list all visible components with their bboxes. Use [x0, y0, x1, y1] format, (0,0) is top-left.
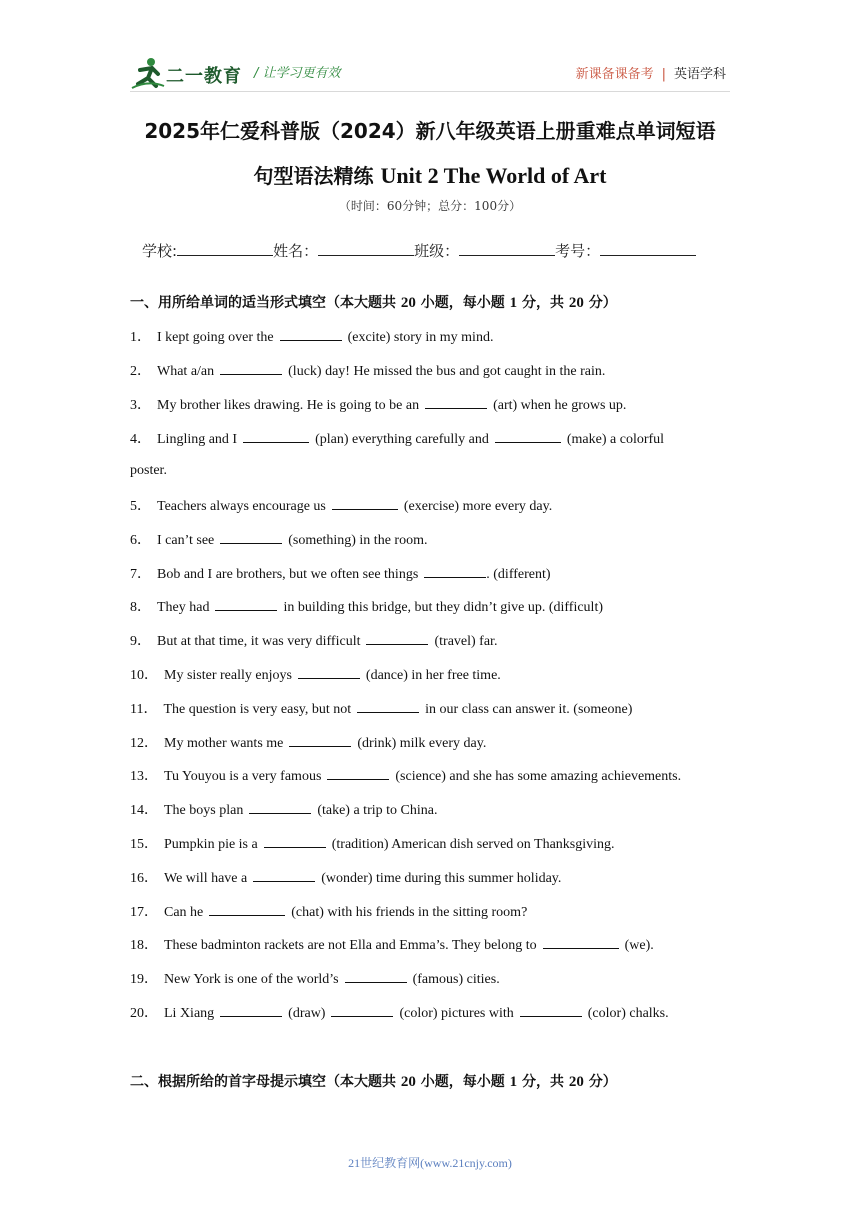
answer-blank[interactable] — [298, 666, 360, 679]
answer-blank[interactable] — [220, 362, 282, 375]
class-blank[interactable] — [459, 241, 555, 256]
question-text: Tu Youyou is a very famous — [164, 769, 322, 784]
question-text: (take) a trip to China. — [317, 803, 438, 818]
answer-blank[interactable] — [327, 767, 389, 780]
header-divider — [130, 91, 730, 92]
section-2-middle: 小题，每小题 — [415, 1074, 510, 1090]
question-text: poster. — [130, 463, 167, 478]
question-text: (luck) day! He missed the bus and got caught in the rain. — [288, 364, 606, 379]
answer-blank[interactable] — [495, 430, 561, 443]
question-text: (color) chalks. — [587, 1006, 669, 1021]
question-number: 15． — [130, 837, 158, 852]
question-text: (draw) — [288, 1006, 326, 1021]
question-text: Can he — [164, 905, 204, 920]
answer-blank[interactable] — [249, 801, 311, 814]
page-header — [130, 56, 730, 90]
answer-blank[interactable] — [357, 700, 419, 713]
question-text: (excite) story in my mind. — [347, 330, 494, 345]
section-1-middle: 小题，每小题 — [415, 295, 510, 311]
question-19 — [130, 970, 500, 988]
logo — [130, 56, 250, 90]
exam-info: （时间：60分钟；总分：100分） — [338, 199, 522, 213]
question-number: 6． — [130, 533, 151, 548]
question-text: (art) when he grows up. — [493, 398, 627, 413]
answer-blank[interactable] — [280, 328, 342, 341]
question-number: 13． — [130, 769, 158, 784]
question-text: But at that time, it was very difficult — [157, 634, 361, 649]
question-text: (drink) milk every day. — [357, 736, 487, 751]
question-text: (plan) everything carefully and — [315, 432, 489, 447]
question-18 — [130, 936, 654, 954]
question-17 — [130, 903, 527, 921]
question-number: 2． — [130, 364, 151, 379]
question-text: Lingling and I — [157, 432, 238, 447]
page-title-line1: 2025年仁爱科普版（2024）新八年级英语上册重难点单词短语 — [144, 119, 716, 143]
title-cn: 句型语法精练 — [253, 164, 381, 188]
question-text: They had — [157, 600, 210, 615]
question-number: 11． — [130, 702, 158, 717]
exam-no-label: 考号： — [555, 242, 601, 260]
question-number: 14． — [130, 803, 158, 818]
exam-no-blank[interactable] — [600, 241, 696, 256]
question-7 — [130, 565, 551, 583]
question-text: (science) and she has some amazing achievements. — [395, 769, 682, 784]
answer-blank[interactable] — [331, 1004, 393, 1017]
section-2-middle2: 分，共 — [517, 1074, 569, 1090]
question-text: Bob and I are brothers, but we often see things — [157, 567, 419, 582]
question-number: 4． — [130, 432, 151, 447]
answer-blank[interactable] — [253, 869, 315, 882]
question-number: 17． — [130, 905, 158, 920]
question-number: 18． — [130, 938, 158, 953]
section-1-heading — [130, 292, 617, 312]
question-text: My mother wants me — [164, 736, 284, 751]
answer-blank[interactable] — [243, 430, 309, 443]
question-6 — [130, 531, 427, 549]
question-number: 3． — [130, 398, 151, 413]
name-label: 姓名： — [273, 242, 319, 260]
answer-blank[interactable] — [366, 632, 428, 645]
section-2-count: 20 — [400, 1074, 416, 1090]
question-number: 5． — [130, 499, 151, 514]
title-en: Unit 2 The World of Art — [380, 163, 607, 188]
question-20 — [130, 1004, 669, 1022]
answer-blank[interactable] — [345, 970, 407, 983]
page-title-line2 — [80, 160, 780, 189]
question-number: 19． — [130, 972, 158, 987]
question-text: (travel) far. — [434, 634, 498, 649]
school-label: 学校: — [142, 242, 178, 260]
answer-blank[interactable] — [425, 396, 487, 409]
answer-blank[interactable] — [220, 531, 282, 544]
question-number: 7． — [130, 567, 151, 582]
question-text: (tradition) American dish served on Thanksgiving. — [331, 837, 615, 852]
question-15 — [130, 835, 615, 853]
question-number: 10． — [130, 668, 158, 683]
answer-blank[interactable] — [215, 598, 277, 611]
question-text: . (different) — [486, 567, 551, 582]
question-number: 9． — [130, 634, 151, 649]
section-1-suffix: 分） — [583, 295, 617, 311]
question-number: 1． — [130, 330, 151, 345]
question-text: These badminton rackets are not Ella and Emma’s. They belong to — [164, 938, 537, 953]
answer-blank[interactable] — [424, 565, 486, 578]
question-number: 16． — [130, 871, 158, 886]
question-10 — [130, 666, 501, 684]
question-8 — [130, 598, 603, 616]
question-16 — [130, 869, 561, 887]
question-text: We will have a — [164, 871, 248, 886]
question-text: (chat) with his friends in the sitting room? — [291, 905, 528, 920]
school-blank[interactable] — [177, 241, 273, 256]
page-footer[interactable]: 21世纪教育网(www.21cnjy.com) — [348, 1156, 512, 1170]
question-text: in building this bridge, but they didn’t give up. (difficult) — [283, 600, 603, 615]
section-2-heading — [130, 1071, 617, 1091]
question-text: I kept going over the — [157, 330, 274, 345]
header-separator: | — [661, 67, 666, 82]
answer-blank[interactable] — [264, 835, 326, 848]
section-1-middle2: 分，共 — [517, 295, 569, 311]
question-text: (make) a colorful — [566, 432, 665, 447]
answer-blank[interactable] — [332, 497, 398, 510]
question-4 — [130, 430, 664, 448]
question-text: The question is very easy, but not — [163, 702, 352, 717]
subject-label: 英语学科 — [673, 67, 726, 82]
question-text: The boys plan — [164, 803, 244, 818]
question-text: (dance) in her free time. — [365, 668, 501, 683]
class-label: 班级： — [414, 242, 460, 260]
question-text: New York is one of the world’s — [164, 972, 339, 987]
section-2-suffix: 分） — [583, 1074, 617, 1090]
slogan: / 让学习更有效 — [254, 66, 341, 81]
question-3 — [130, 396, 626, 414]
question-4-continued — [130, 463, 167, 479]
question-1 — [130, 328, 493, 346]
section-2-each: 1 — [509, 1074, 518, 1090]
question-text: (exercise) more every day. — [403, 499, 553, 514]
runner-logo-icon — [130, 56, 166, 90]
question-text: Pumpkin pie is a — [164, 837, 258, 852]
answer-blank[interactable] — [289, 734, 351, 747]
section-2-total: 20 — [568, 1074, 584, 1090]
question-number: 12． — [130, 736, 158, 751]
question-text: Teachers always encourage us — [157, 499, 326, 514]
question-14 — [130, 801, 437, 819]
question-text: Li Xiang — [164, 1006, 215, 1021]
question-text: My sister really enjoys — [164, 668, 292, 683]
question-number: 20． — [130, 1006, 158, 1021]
question-text: (color) pictures with — [399, 1006, 514, 1021]
question-text: What a/an — [157, 364, 215, 379]
question-2 — [130, 362, 605, 380]
question-text: (something) in the room. — [288, 533, 428, 548]
exam-label: 新课备课备考 — [575, 67, 654, 82]
name-blank[interactable] — [318, 241, 414, 256]
question-text: in our class can answer it. (someone) — [425, 702, 633, 717]
section-1-total: 20 — [568, 295, 584, 311]
section-1-each: 1 — [509, 295, 518, 311]
logo-text: 二一教育 — [166, 66, 242, 87]
header-right — [576, 63, 726, 82]
section-1-count: 20 — [400, 295, 416, 311]
question-12 — [130, 734, 486, 752]
question-13 — [130, 767, 681, 785]
question-text: (famous) cities. — [412, 972, 500, 987]
student-info-fields — [142, 240, 696, 261]
answer-blank[interactable] — [209, 903, 285, 916]
question-11 — [130, 700, 632, 718]
section-2-prefix: 二、根据所给的首字母提示填空（本大题共 — [130, 1074, 401, 1090]
question-text: (wonder) time during this summer holiday. — [321, 871, 562, 886]
answer-blank[interactable] — [520, 1004, 582, 1017]
question-5 — [130, 497, 552, 515]
question-number: 8． — [130, 600, 151, 615]
answer-blank[interactable] — [220, 1004, 282, 1017]
section-1-prefix: 一、用所给单词的适当形式填空（本大题共 — [130, 295, 401, 311]
question-text: My brother likes drawing. He is going to be an — [157, 398, 420, 413]
question-9 — [130, 632, 497, 650]
answer-blank[interactable] — [543, 936, 619, 949]
question-text: (we). — [624, 938, 654, 953]
question-text: I can’t see — [157, 533, 215, 548]
